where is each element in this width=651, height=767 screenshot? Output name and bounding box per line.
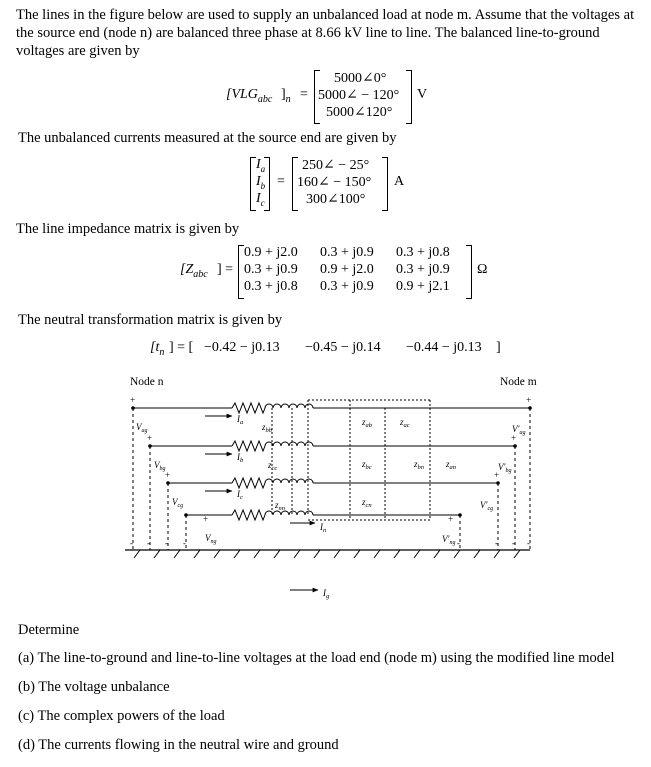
z-13: 0.3 + j0.8 xyxy=(396,245,450,260)
question-b: (b) The voltage unbalance xyxy=(18,679,170,695)
label-Vag-prime: $V'_{ag}$ xyxy=(512,424,526,436)
tn-value-2: −0.45 − j0.14 xyxy=(305,340,381,355)
impedance-unit: Ω xyxy=(477,262,488,277)
node-m-label: Node m xyxy=(500,376,537,388)
z-12: 0.3 + j0.9 xyxy=(320,245,374,260)
impedance-equation xyxy=(180,245,490,301)
vlg-lhs-sub2: n xyxy=(285,93,291,105)
intro-line-3: voltages are given by xyxy=(16,43,140,59)
currents-text: The unbalanced currents measured at the source end are given by xyxy=(18,130,397,146)
impedance-lhs: [Z xyxy=(180,262,194,277)
minus-sign: - xyxy=(495,538,498,548)
impedance-text: The line impedance matrix is given by xyxy=(16,221,240,237)
label-Vng: $V_{ng}$ xyxy=(205,533,217,545)
label-zbb: $z_{bb}$ xyxy=(262,422,273,434)
vlg-lhs-sub: abc xyxy=(257,93,273,105)
minus-sign: - xyxy=(165,538,168,548)
plus-sign: + xyxy=(494,470,500,480)
minus-sign: - xyxy=(527,538,530,548)
currents-unit: A xyxy=(394,174,405,189)
question-d: (d) The currents flowing in the neutral wire and ground xyxy=(18,737,339,753)
plus-sign: + xyxy=(511,433,517,443)
question-a: (a) The line-to-ground and line-to-line voltages at the load end (node m) using the modified line model xyxy=(18,650,615,666)
neutral-text: The neutral transformation matrix is given by xyxy=(18,312,283,328)
tn-lhs-sub: n xyxy=(159,346,165,358)
intro-line-2: the source end (node n) are balanced three phase at 8.66 kV line to line. The balanced line-to-ground xyxy=(16,25,600,41)
plus-sign: + xyxy=(147,433,153,443)
tn-value-1: −0.42 − j0.13 xyxy=(204,340,280,355)
plus-sign: + xyxy=(203,514,209,524)
question-c: (c) The complex powers of the load xyxy=(18,708,225,724)
tn-value-3: −0.44 − j0.13 xyxy=(406,340,482,355)
label-Vcg-prime: $V'_{cg}$ xyxy=(480,500,494,512)
z-31: 0.3 + j0.8 xyxy=(244,279,298,294)
vlg-row-1: 5000∠0° xyxy=(334,71,387,86)
label-zan: $z_{an}$ xyxy=(446,459,457,471)
z-23: 0.3 + j0.9 xyxy=(396,262,450,277)
currents-row-3: 300∠100° xyxy=(306,192,366,207)
vlg-matrix xyxy=(314,70,412,124)
z-33: 0.9 + j2.1 xyxy=(396,279,450,294)
minus-sign: - xyxy=(183,538,186,548)
impedance-lhs-sub: abc xyxy=(193,268,208,280)
currents-vector xyxy=(250,157,270,211)
ground-hatching xyxy=(134,550,520,558)
line-circuit-figure xyxy=(0,370,651,610)
currents-equals: = xyxy=(277,174,285,189)
impedance-lhs-end: ] = xyxy=(217,262,234,277)
label-Ib: $I_b$ xyxy=(237,452,244,464)
label-znn: $z_{nn}$ xyxy=(275,500,286,512)
plus-sign: + xyxy=(165,470,171,480)
tn-close: ] xyxy=(496,340,501,355)
plus-sign: + xyxy=(130,395,136,405)
vlg-row-2: 5000∠ − 120° xyxy=(318,88,400,103)
vlg-lhs: [VLG xyxy=(226,87,258,102)
plus-sign: + xyxy=(526,395,532,405)
currents-equation xyxy=(250,157,420,213)
label-Ic: $I_c$ xyxy=(237,489,243,501)
label-zbc: $z_{bc}$ xyxy=(362,459,372,471)
z-11: 0.9 + j2.0 xyxy=(244,245,298,260)
current-vector-c: I xyxy=(256,191,261,206)
minus-sign: - xyxy=(147,538,150,548)
current-vector-a: I xyxy=(256,157,261,172)
z-21: 0.3 + j0.9 xyxy=(244,262,298,277)
current-vector-a-sub: a xyxy=(260,163,266,174)
vlg-row-3: 5000∠120° xyxy=(326,105,393,120)
determine-heading: Determine xyxy=(18,622,80,638)
currents-row-1: 250∠ − 25° xyxy=(302,158,370,173)
label-Vcg: $V_{cg}$ xyxy=(172,497,184,509)
node-n-label: Node n xyxy=(130,376,164,388)
currents-row-2: 160∠ − 150° xyxy=(297,175,372,190)
tn-lhs-end: ] = [ xyxy=(169,340,194,355)
minus-sign: - xyxy=(512,538,515,548)
current-vector-c-sub: c xyxy=(260,197,265,208)
label-zcc: $z_{cc}$ xyxy=(268,460,278,472)
tn-equation xyxy=(150,340,510,360)
z-22: 0.9 + j2.0 xyxy=(320,262,374,277)
label-zab: $z_{ab}$ xyxy=(362,417,373,429)
label-zbn: $z_{bn}$ xyxy=(414,459,425,471)
tn-lhs: [t xyxy=(150,340,160,355)
minus-sign: - xyxy=(130,538,133,548)
impedance-matrix xyxy=(238,245,472,299)
current-vector-b-sub: b xyxy=(260,180,266,191)
label-zcn: $z_{cn}$ xyxy=(362,497,372,509)
plus-sign: + xyxy=(448,514,454,524)
vlg-lhs-end: ] xyxy=(281,87,286,102)
intro-line-1: The lines in the figure below are used to supply an unbalanced load at node m. Assume that the voltages at xyxy=(16,7,635,23)
currents-matrix xyxy=(292,157,388,211)
vlg-equals: = xyxy=(300,87,308,102)
vlg-unit: V xyxy=(417,87,428,102)
label-Ia: $I_a$ xyxy=(237,414,244,426)
minus-sign: - xyxy=(457,538,460,548)
z-32: 0.3 + j0.9 xyxy=(320,279,374,294)
label-Vng-prime: $V'_{ng}$ xyxy=(442,534,456,546)
label-Vbg: $V_{bg}$ xyxy=(154,460,166,472)
current-vector-b: I xyxy=(256,174,261,189)
label-Vag: $V_{ag}$ xyxy=(136,422,148,434)
label-In: $I_n$ xyxy=(320,522,327,534)
label-zac: $z_{ac}$ xyxy=(400,417,410,429)
vlg-equation xyxy=(226,70,446,126)
label-Ig: $I_g$ xyxy=(323,588,330,600)
label-Vbg-prime: $V'_{bg}$ xyxy=(498,462,512,474)
